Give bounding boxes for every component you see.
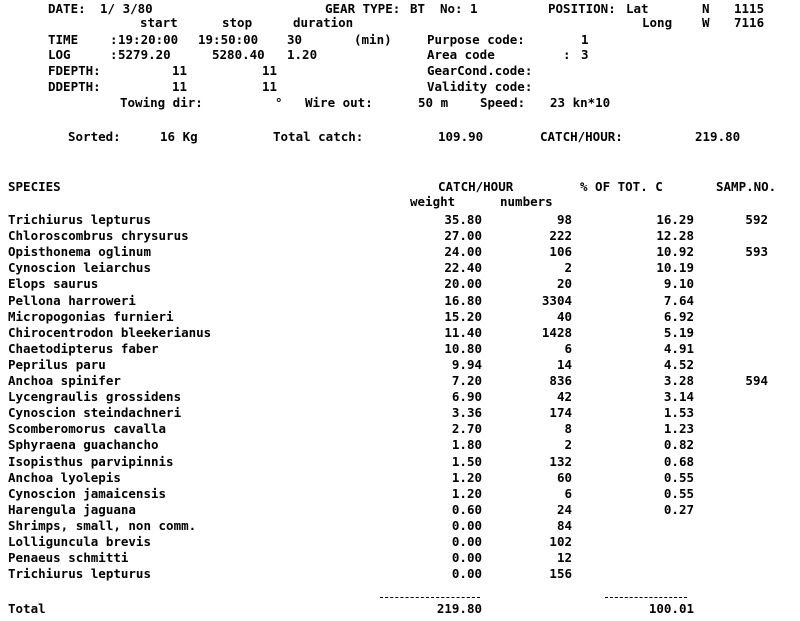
speed-label: Speed: [480, 95, 526, 110]
catch-numbers: 174 [549, 405, 572, 421]
catch-weight: 7.20 [451, 373, 482, 388]
catch-numbers: 836 [549, 373, 572, 388]
time-stop: 19:50:00 [198, 32, 259, 47]
species-name: Cynoscion leiarchus [8, 260, 151, 276]
speed-value: 23 kn*10 [550, 95, 611, 110]
percent-of-total: 7.64 [663, 292, 694, 308]
species-name: Micropogonias furnieri [8, 308, 174, 324]
catch-weight: 35.80 [444, 212, 482, 227]
percent-of-total: 3.28 [663, 373, 694, 388]
log-label: LOG [48, 47, 71, 62]
catch-numbers: 8 [564, 421, 572, 437]
table-row [0, 486, 800, 502]
percent-total-column-header: % OF TOT. C [580, 179, 663, 194]
percent-of-total: 10.92 [656, 244, 694, 260]
catch-weight: 20.00 [444, 276, 482, 292]
catch-hour-column-header: CATCH/HOUR [438, 179, 514, 194]
sorted-label: Sorted: [68, 129, 121, 144]
catch-weight: 1.80 [451, 437, 482, 453]
catch-weight: 0.00 [451, 517, 482, 533]
station-no-label: No: [440, 1, 463, 16]
catch-hour-value: 219.80 [695, 129, 741, 144]
species-name: Scomberomorus cavalla [8, 421, 167, 437]
catch-weight: 24.00 [444, 244, 482, 260]
catch-weight: 6.90 [451, 389, 482, 405]
weight-total-rule [380, 597, 480, 598]
area-code-value: 3 [581, 47, 589, 62]
table-row [0, 550, 800, 566]
table-row [0, 309, 800, 325]
table-row [0, 228, 800, 244]
log-start: 5279.20 [118, 47, 171, 62]
total-catch-value: 109.90 [438, 129, 484, 144]
percent-of-total: 3.14 [663, 389, 694, 405]
lat-hemisphere: N [702, 1, 710, 16]
purpose-code-value: 1 [581, 32, 589, 47]
species-name: Pellona harroweri [8, 292, 136, 308]
catch-numbers: 102 [549, 534, 572, 549]
catch-numbers: 222 [549, 228, 572, 244]
catch-weight: 27.00 [444, 228, 482, 244]
long-value: 7116 [734, 15, 765, 30]
catch-numbers: 42 [556, 389, 572, 405]
total-label: Total [8, 601, 46, 616]
catch-numbers: 98 [556, 212, 572, 227]
ddepth-start: 11 [172, 79, 188, 94]
lat-label: Lat [626, 1, 649, 16]
catch-weight: 1.20 [451, 485, 482, 501]
table-row [0, 405, 800, 421]
catch-numbers: 3304 [541, 292, 572, 308]
catch-numbers: 14 [556, 356, 572, 372]
species-name: Cynoscion jamaicensis [8, 485, 167, 501]
catch-numbers: 2 [564, 260, 572, 276]
species-name: Penaeus schmitti [8, 550, 129, 566]
catch-weight: 9.94 [451, 356, 482, 372]
table-row [0, 389, 800, 405]
table-row [0, 566, 800, 582]
species-name: Lycengraulis grossidens [8, 389, 182, 405]
total-weight: 219.80 [436, 601, 482, 616]
percent-of-total: 9.10 [663, 276, 694, 292]
species-name: Peprilus paru [8, 356, 106, 372]
table-row [0, 502, 800, 518]
catch-weight: 1.50 [451, 453, 482, 469]
sample-number-column-header: SAMP.NO. [716, 179, 777, 194]
catch-weight: 0.60 [451, 501, 482, 517]
table-row [0, 293, 800, 309]
date-value: 1/ 3/80 [100, 1, 153, 16]
total-catch-label: Total catch: [273, 129, 364, 144]
species-name: Elops saurus [8, 276, 99, 292]
species-name: Lolliguncula brevis [8, 534, 151, 549]
ddepth-label: DDEPTH: [48, 79, 101, 94]
lat-value: 1115 [734, 1, 765, 16]
table-row [0, 470, 800, 486]
percent-of-total: 12.28 [656, 228, 694, 244]
species-name: Harengula jaguana [8, 501, 136, 517]
species-name: Chaetodipterus faber [8, 340, 159, 356]
percent-of-total: 4.52 [663, 356, 694, 372]
fdepth-start: 11 [172, 63, 188, 78]
fdepth-stop: 11 [262, 63, 278, 78]
column-start-header: start [140, 15, 178, 30]
log-stop: 5280.40 [212, 47, 265, 62]
log-duration: 1.20 [287, 47, 318, 62]
towing-dir-label: Towing dir: [120, 95, 203, 110]
species-name: Sphyraena guachancho [8, 437, 159, 453]
table-row [0, 437, 800, 453]
percent-of-total: 5.19 [663, 324, 694, 340]
time-start: 19:20:00 [118, 32, 179, 47]
catch-numbers: 2 [564, 437, 572, 453]
species-name: Chirocentrodon bleekerianus [8, 324, 212, 340]
time-unit: (min) [354, 32, 392, 47]
catch-numbers: 1428 [541, 324, 572, 340]
catch-numbers: 106 [549, 244, 572, 260]
table-row [0, 212, 800, 228]
percent-of-total: 0.68 [663, 453, 694, 469]
table-row [0, 421, 800, 437]
sample-number: 593 [745, 244, 768, 260]
area-code-colon: : [563, 47, 571, 62]
wire-out-label: Wire out: [305, 95, 373, 110]
fdepth-label: FDEPTH: [48, 63, 101, 78]
table-row [0, 518, 800, 534]
catch-weight: 2.70 [451, 421, 482, 437]
time-colon: : [110, 32, 118, 47]
catch-weight: 0.00 [451, 550, 482, 566]
species-name: Opisthonema oglinum [8, 244, 151, 260]
gear-type-label: GEAR TYPE: [325, 1, 401, 16]
species-name: Cynoscion steindachneri [8, 405, 182, 421]
catch-weight: 22.40 [444, 260, 482, 276]
column-duration-header: duration [293, 15, 354, 30]
catch-weight: 0.00 [451, 534, 482, 549]
species-name: Chloroscombrus chrysurus [8, 228, 189, 244]
species-name: Anchoa spinifer [8, 373, 121, 388]
time-duration: 30 [287, 32, 303, 47]
percent-of-total: 4.91 [663, 340, 694, 356]
date-label: DATE: [48, 1, 86, 16]
catch-weight: 3.36 [451, 405, 482, 421]
percent-of-total: 0.82 [663, 437, 694, 453]
towing-dir-value: ° [275, 95, 283, 110]
species-name: Shrimps, small, non comm. [8, 517, 197, 533]
catch-weight: 11.40 [444, 324, 482, 340]
percent-of-total: 1.53 [663, 405, 694, 421]
column-stop-header: stop [222, 15, 253, 30]
wire-out-value: 50 m [418, 95, 449, 110]
total-percent: 100.01 [648, 601, 694, 616]
time-label: TIME [48, 32, 79, 47]
catch-numbers: 24 [556, 501, 572, 517]
table-row [0, 454, 800, 470]
percent-of-total: 10.19 [656, 260, 694, 276]
gear-type-value: BT [410, 1, 426, 16]
catch-hour-label: CATCH/HOUR: [540, 129, 623, 144]
purpose-code-label: Purpose code: [427, 32, 525, 47]
long-label: Long [642, 15, 673, 30]
percent-of-total: 0.55 [663, 485, 694, 501]
area-code-label: Area code [427, 47, 495, 62]
catch-numbers: 84 [556, 517, 572, 533]
percent-of-total: 0.27 [663, 501, 694, 517]
catch-numbers: 12 [556, 550, 572, 566]
table-row [0, 357, 800, 373]
catch-numbers: 40 [556, 308, 572, 324]
catch-weight: 10.80 [444, 340, 482, 356]
catch-weight: 15.20 [444, 308, 482, 324]
species-column-header: SPECIES [8, 179, 61, 194]
catch-numbers: 6 [564, 485, 572, 501]
sample-number: 594 [745, 373, 768, 388]
gearcond-code-label: GearCond.code: [427, 63, 533, 78]
log-colon: : [110, 47, 118, 62]
percent-of-total: 6.92 [663, 308, 694, 324]
weight-subheader: weight [410, 194, 456, 209]
long-hemisphere: W [702, 15, 710, 30]
catch-numbers: 60 [556, 469, 572, 485]
catch-numbers: 156 [549, 566, 572, 582]
numbers-subheader: numbers [500, 194, 553, 209]
validity-code-label: Validity code: [427, 79, 533, 94]
percent-of-total: 16.29 [656, 212, 694, 227]
table-row [0, 260, 800, 276]
sorted-value: 16 Kg [160, 129, 198, 144]
percent-of-total: 0.55 [663, 469, 694, 485]
catch-numbers: 6 [564, 340, 572, 356]
catch-weight: 0.00 [451, 566, 482, 582]
species-name: Isopisthus parvipinnis [8, 453, 174, 469]
catch-weight: 16.80 [444, 292, 482, 308]
catch-weight: 1.20 [451, 469, 482, 485]
table-row [0, 244, 800, 260]
table-row [0, 373, 800, 389]
species-name: Anchoa lyolepis [8, 469, 121, 485]
percent-total-rule [605, 597, 687, 598]
table-row [0, 534, 800, 550]
table-row [0, 341, 800, 357]
catch-numbers: 132 [549, 453, 572, 469]
percent-of-total: 1.23 [663, 421, 694, 437]
species-name: Trichiurus lepturus [8, 566, 151, 582]
table-row [0, 276, 800, 292]
position-label: POSITION: [548, 1, 616, 16]
table-row [0, 325, 800, 341]
catch-numbers: 20 [556, 276, 572, 292]
species-name: Trichiurus lepturus [8, 212, 151, 227]
ddepth-stop: 11 [262, 79, 278, 94]
sample-number: 592 [745, 212, 768, 227]
station-no-value: 1 [470, 1, 478, 16]
